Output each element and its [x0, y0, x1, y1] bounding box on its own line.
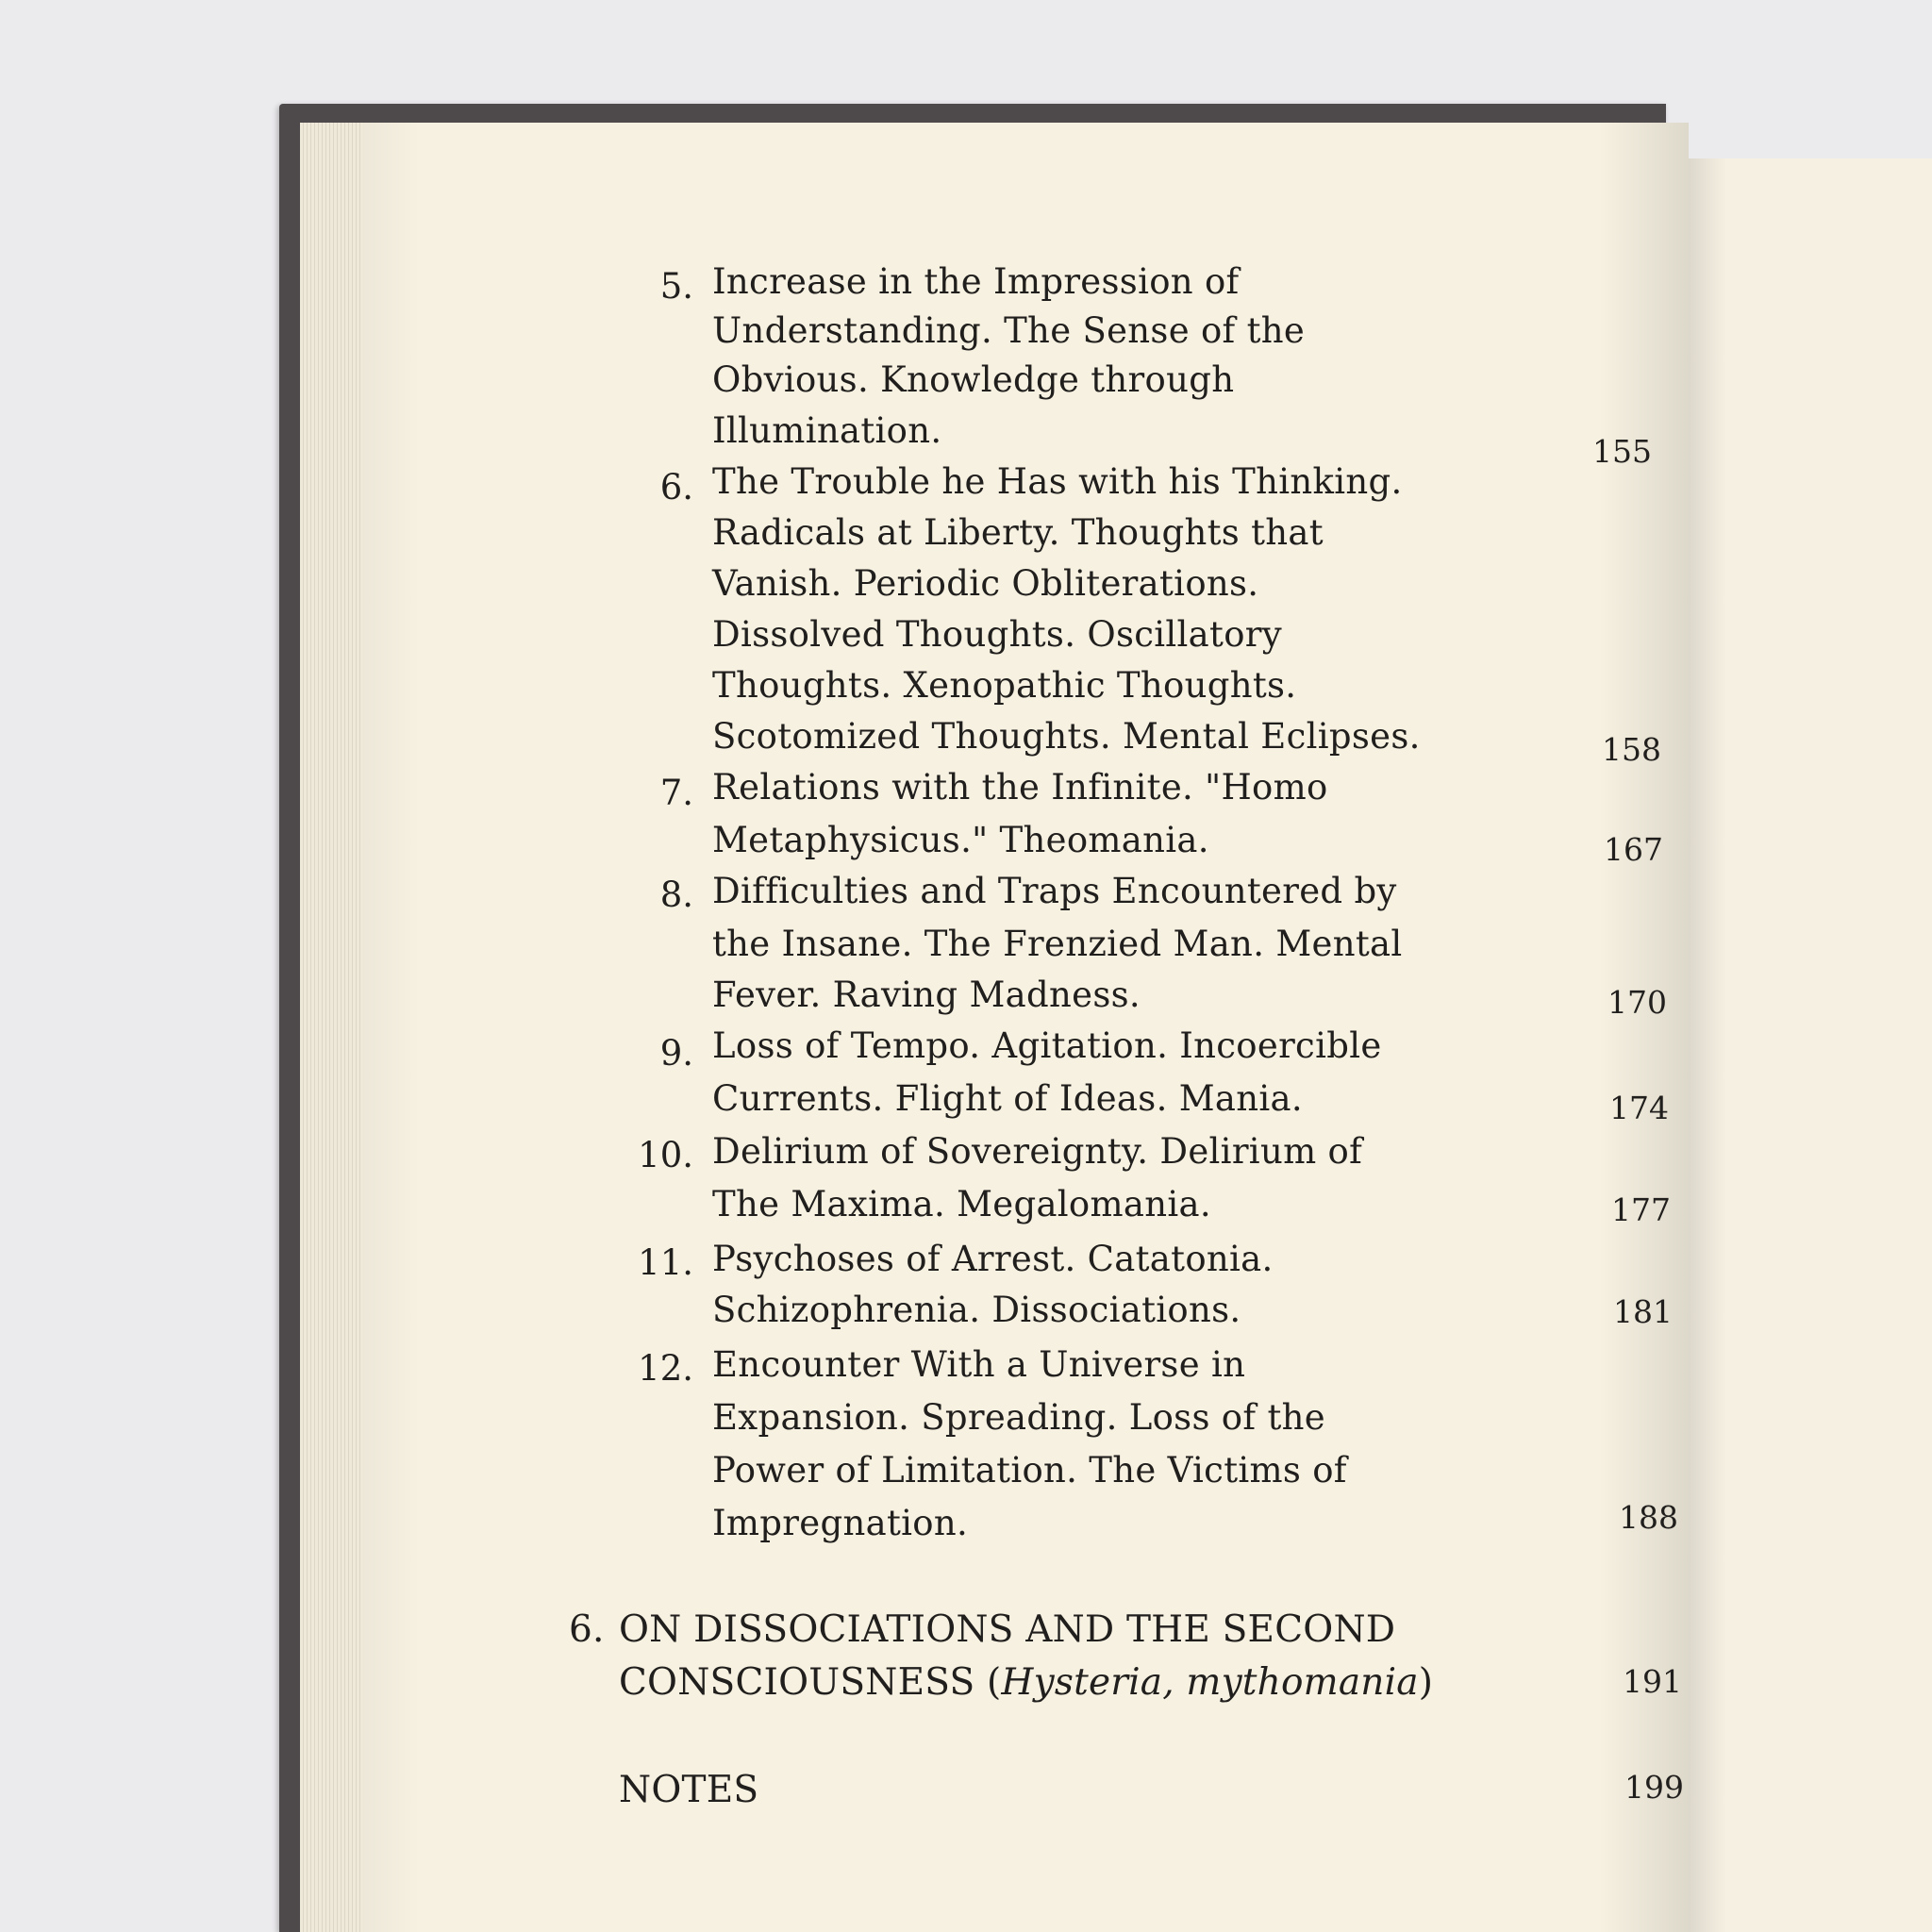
entry-number: 6.	[659, 467, 693, 508]
page-number: 188	[1619, 1499, 1678, 1536]
chapter-title-line: ON DISSOCIATIONS AND THE SECOND	[619, 1608, 1396, 1651]
chapter-title-text: )	[1418, 1661, 1434, 1704]
entry-line: Delirium of Sovereignty. Delirium of	[712, 1131, 1363, 1172]
entry-line: Increase in the Impression of	[712, 261, 1240, 302]
entry-line: Dissolved Thoughts. Oscillatory	[712, 614, 1282, 655]
entry-line: Power of Limitation. The Victims of	[712, 1450, 1347, 1491]
entry-number: 10.	[638, 1135, 693, 1175]
entry-number: 5.	[659, 266, 693, 307]
entry-line: The Maxima. Megalomania.	[712, 1184, 1211, 1224]
entry-line: Difficulties and Traps Encountered by	[712, 871, 1397, 911]
page-number: 181	[1613, 1293, 1673, 1330]
entry-line: Impregnation.	[712, 1503, 969, 1543]
entry-number: 12.	[638, 1348, 693, 1389]
entry-line: Obvious. Knowledge through	[712, 359, 1235, 400]
entry-line: Currents. Flight of Ideas. Mania.	[712, 1078, 1303, 1119]
page-number: 191	[1623, 1663, 1682, 1700]
entry-number: 11.	[638, 1242, 693, 1283]
page-number: 199	[1624, 1769, 1684, 1806]
chapter-number: 6.	[569, 1608, 605, 1651]
chapter-title-italic: Hysteria, mythomania	[1001, 1661, 1419, 1704]
entry-number: 9.	[659, 1033, 693, 1074]
entry-line: Thoughts. Xenopathic Thoughts.	[712, 665, 1297, 706]
entry-line: the Insane. The Frenzied Man. Mental	[712, 924, 1403, 964]
entry-line: Loss of Tempo. Agitation. Incoercible	[712, 1025, 1382, 1066]
entry-line: The Trouble he Has with his Thinking.	[712, 461, 1403, 502]
entry-line: Metaphysicus." Theomania.	[712, 820, 1209, 860]
page-number: 155	[1592, 433, 1652, 470]
chapter-title-text: CONSCIOUSNESS (	[619, 1661, 1002, 1704]
page-number: 158	[1602, 731, 1661, 768]
entry-line: Expansion. Spreading. Loss of the	[712, 1397, 1325, 1438]
entry-line: Encounter With a Universe in	[712, 1344, 1246, 1385]
page-number: 170	[1607, 984, 1667, 1021]
entry-line: Vanish. Periodic Obliterations.	[712, 563, 1259, 604]
notes-label: NOTES	[619, 1769, 759, 1811]
page-number: 167	[1604, 831, 1663, 868]
entry-line: Fever. Raving Madness.	[712, 974, 1141, 1015]
entry-number: 7.	[659, 773, 693, 813]
entry-line: Illumination.	[712, 410, 942, 451]
entry-line: Psychoses of Arrest. Catatonia.	[712, 1239, 1274, 1279]
entry-number: 8.	[659, 874, 693, 915]
entry-line: Understanding. The Sense of the	[712, 310, 1306, 351]
page-number: 174	[1609, 1090, 1669, 1126]
chapter-title-line	[619, 1661, 1434, 1704]
entry-line: Relations with the Infinite. "Homo	[712, 767, 1328, 808]
entry-line: Radicals at Liberty. Thoughts that	[712, 512, 1324, 553]
entry-line: Scotomized Thoughts. Mental Eclipses.	[712, 716, 1421, 757]
entry-line: Schizophrenia. Dissociations.	[712, 1290, 1241, 1330]
page-number: 177	[1611, 1191, 1671, 1228]
